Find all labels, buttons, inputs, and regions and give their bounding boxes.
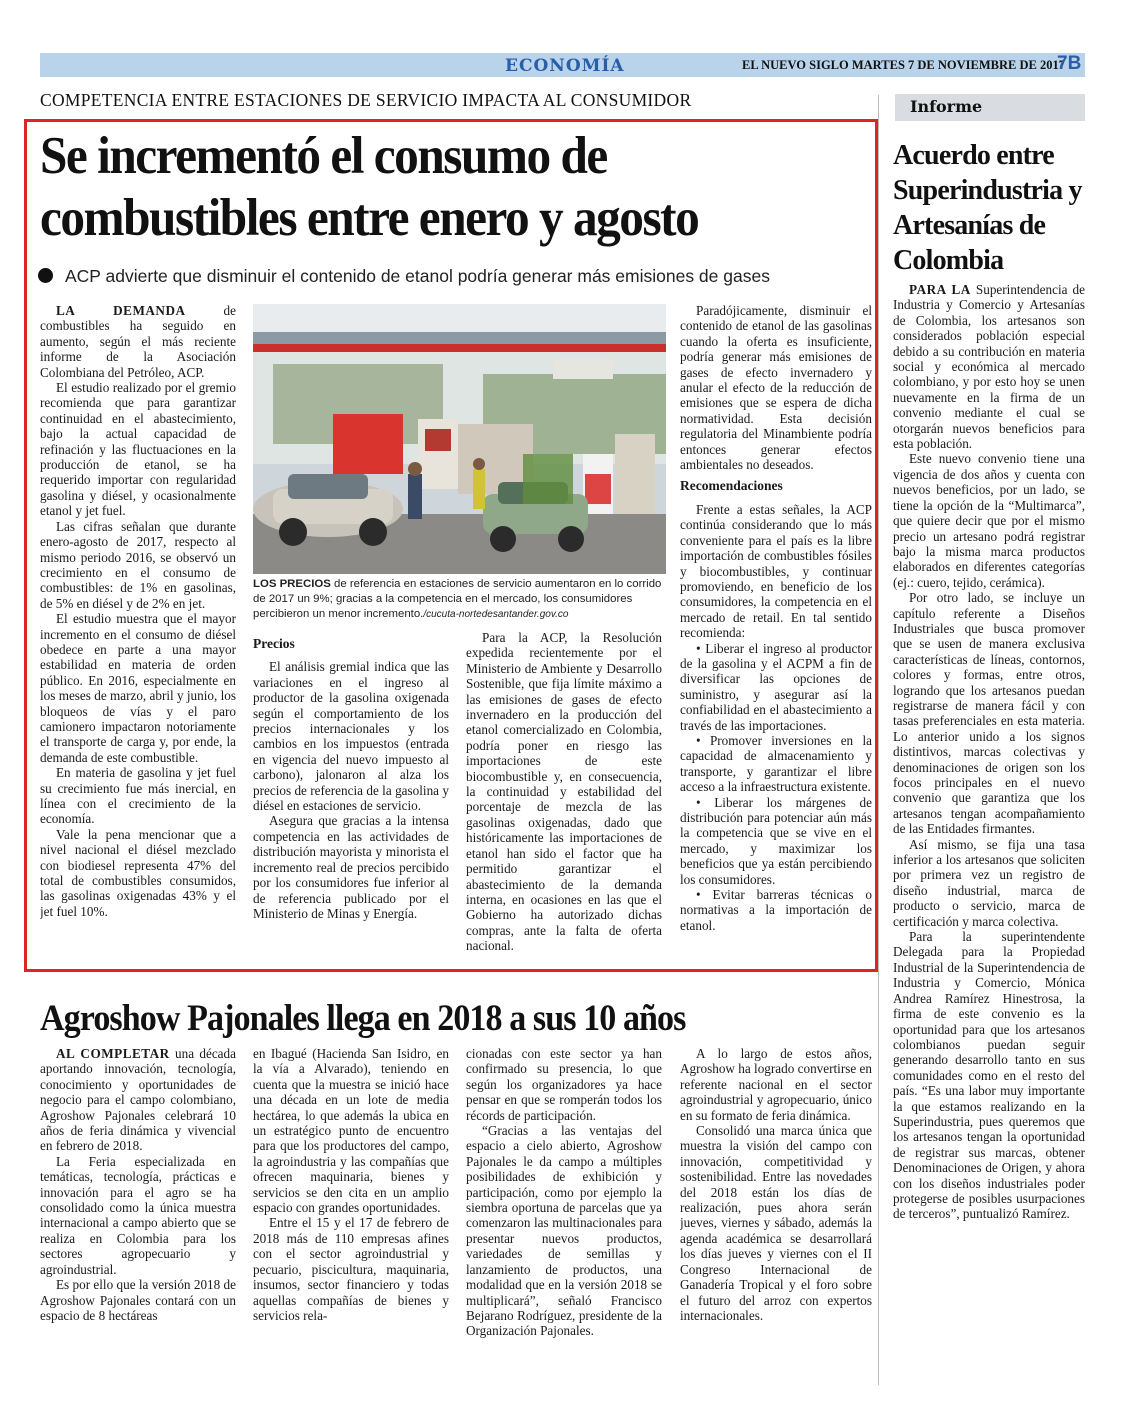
main-column-1: [40, 303, 236, 968]
article-kicker: COMPETENCIA ENTRE ESTACIONES DE SERVICIO IMPACTA AL CONSUMIDOR: [40, 90, 692, 110]
agro-headline: Agroshow Pajonales llega en 2018 a sus 10 años: [40, 998, 686, 1039]
paragraph: En materia de gasolina y jet fuel su crecimiento fue más inercial, en línea con el crecimiento de la economía.: [40, 765, 236, 827]
paragraph: Entre el 15 y el 17 de febrero de 2018 más de 110 empresas afines con el sector agroindustrial y pecuario, piscicultura, maquinaria, insumos, sector financiero y todas aquellas compañías de bienes y servicios rela-: [253, 1215, 449, 1323]
paragraph: Vale la pena mencionar que a nivel nacional el diésel mezclado con biodiesel representa 47% del total de combustibles consumidos, las gasolinas oxigenadas 43% y el jet fuel 10%.: [40, 826, 236, 919]
article-headline: Se incrementó el consumo de combustibles entre enero y agosto: [40, 127, 699, 247]
paragraph: Por otro lado, se incluye un capítulo referente a Diseños Industriales que busca promover que se usen de manera exclusiva características de líneas, contornos, colores y formas, entre otros, logrando que los artesanos puedan registrarse de manera fácil y con tasas preferenciales en esta materia. Lo anterior unido a los signos distintivos, marcas colectivas y denominaciones de origen son los focos principales en el nuevo convenio que garantiza que los artesanos tengan acompañamiento de las Entidades firmantes.: [893, 590, 1085, 837]
photo-caption: [253, 577, 666, 622]
photo-credit: /cucuta-nortedesantander.gov.co: [423, 609, 569, 620]
lead-in: AL COMPLETAR: [56, 1046, 170, 1061]
lead-in: LA DEMANDA: [56, 303, 186, 318]
main-column-3: [466, 630, 662, 968]
section-name: ECONOMÍA: [505, 56, 625, 76]
paragraph: Para la ACP, la Resolución expedida recientemente por el Ministerio de Ambiente y Desarrollo Sostenible, que fija límite máximo a las emisiones de gases de efecto invernadero en la producción del etanol comercializado en Colombia, podría poner en riesgo las importaciones de este biocombustible y, en consecuencia, la continuidad y estabilidad del porcentaje de mezcla de las gasolinas oxigenadas, dado que históricamente las importaciones de etanol han sido el factor que ha permitido garantizar el abastecimiento de la demanda interna, en ocasiones en las que el Gobierno ha autorizado dichas compras, ante la falta de oferta nacional.: [466, 630, 662, 954]
date-line: EL NUEVO SIGLO MARTES 7 DE NOVIEMBRE DE 2017: [742, 58, 1065, 72]
paragraph: El análisis gremial indica que las variaciones en el ingreso al productor de la gasolina oxigenada según el comportamiento de los precios internacionales y los cambios en los impuestos (entrada en vigencia del nuevo impuesto al carbono), jalonaron al alza los precios de referencia de la gasolina y diésel en estaciones de servicio.: [253, 659, 449, 814]
paragraph: Es por ello que la versión 2018 de Agroshow Pajonales contará con un espacio de 8 hectáreas: [40, 1277, 236, 1323]
paragraph: en Ibagué (Hacienda San Isidro, en la vía a Alvarado), teniendo en cuenta que la muestra se inició hace una década en un lote de media hectárea, lo que además la ubica en un estratégico punto de encuentro para que los productores del campo, la agroindustria y las compañías que ofrecen maquinaria, bienes y servicios se den cita en un amplio espacio con grandes oportunidades.: [253, 1046, 449, 1216]
bullet-icon: [38, 268, 53, 283]
paragraph: Este nuevo convenio tiene una vigencia de dos años y cuenta con nuevos beneficios, por un lado, se tiene la opción de la “Multimarca”, que quiere decir que por el mismo precio un artesano podrá registrar bajo la misma marca productos elaborados en diferentes categorías (ej.: cuero, tejido, cerámica).: [893, 451, 1085, 590]
sidebar-label: Informe: [910, 97, 983, 116]
paragraph: Frente a estas señales, la ACP continúa considerando que lo más conveniente para el país es la libre importación de combustibles fósiles y biocombustibles, y continuar promoviendo, en beneficio de los consumidores, la competencia en el mercado de retail. En tal sentido recomienda:: [680, 501, 872, 641]
paragraph: cionadas con este sector ya han confirmado su presencia, lo que según los organizadores ya hace pensar en que se romperán todos los récords de participación.: [466, 1046, 662, 1123]
paragraph: Para la superintendente Delegada para la Propiedad Industrial de la Superintendencia de Industria y Comercio, Mónica Andrea Ramírez Hinestrosa, la firma de este convenio es la oportunidad para que los artesanos colombianos puedan seguir generando desarrollo tanto en sus comunidades como en el resto del país. “Es una labor muy importante la que estamos realizando en la Superindustria, pues queremos que los artesanos tengan la oportunidad de registrar sus marcas, obtener Denominaciones de Origen, y ahora con los diseños industriales poder protegerse de posibles usurpaciones de terceros”, puntualizó Ramírez.: [893, 929, 1085, 1222]
bullet-item: • Liberar los márgenes de distribución para potenciar aún más la competencia que se vive en el mercado, y maximizar los beneficios que ya están percibiendo los consumidores.: [680, 794, 872, 887]
paragraph: A lo largo de estos años, Agroshow ha logrado convertirse en referente nacional en el sector agroindustrial y agropecuario, único en su formato de feria dinámica.: [680, 1046, 872, 1123]
paragraph: [40, 1046, 236, 1154]
lead-in: PARA LA: [909, 282, 971, 297]
bullet-item: • Liberar el ingreso al productor de la gasolina y el ACPM a fin de diversificar las opciones de suministro, y asegurar así la confiabilidad en el abastecimiento a través de las importaciones.: [680, 640, 872, 733]
page-number: 7B: [1057, 53, 1082, 74]
caption-text: de referencia en estaciones de servicio aumentaron en lo corrido de 2017 un 9%; gracias a la competencia en el mercado, los consumidores percibieron un menor incremento.: [253, 578, 662, 620]
paragraph: Así mismo, se fija una tasa inferior a los artesanos que soliciten por primera vez un registro de diseño industrial, marca de producto o servicio, marca de certificación y marca colectiva.: [893, 836, 1085, 929]
subheading-recomendaciones: Recomendaciones: [680, 478, 783, 494]
subhead-text: ACP advierte que disminuir el contenido de etanol podría generar más emisiones de gases: [65, 266, 770, 286]
paragraph: La Feria especializada en temáticas, tecnología, prácticas e innovación para el agro se ha consolidado como la única muestra internacional a campo abierto que se realiza en Colombia para los sectores agropecuario y agroindustrial.: [40, 1153, 236, 1277]
paragraph: Las cifras señalan que durante enero-agosto de 2017, respecto al mismo periodo 2016, se observó un crecimiento en el consumo de combustibles: de 1% en gasolinas, de 5% en diésel y de 2% en jet.: [40, 518, 236, 611]
paragraph-text: una década aportando innovación, tecnología, conocimiento y oportunidades de negocio para el campo colombiano, Agroshow Pajonales celebrará 10 años de feria dinámica y vivencial en febrero de 2018.: [40, 1046, 236, 1154]
column-divider: [878, 95, 879, 1385]
paragraph: “Gracias a las ventajas del espacio a cielo abierto, Agroshow Pajonales le da campo a múltiples posibilidades de exhibición y participación, como por ejemplo la siembra oportuna de parcelas que ya comenzaron las multinacionales para presentar nuevos productos, variedades de semillas y lanzamiento de productos, una modalidad que en la versión 2018 se multiplicará”, señaló Francisco Bejarano Rodríguez, presidente de la Organización Pajonales.: [466, 1123, 662, 1339]
agro-column-4: [680, 1046, 872, 1386]
main-column-4: [680, 303, 872, 968]
paragraph-text: de combustibles ha seguido en aumento, según el más reciente informe de la Asociación Colombiana del Petróleo, ACP.: [40, 303, 236, 380]
agro-column-2: [253, 1046, 449, 1386]
sidebar-column: [893, 282, 1085, 1390]
gas-station-photo: [253, 304, 666, 574]
paragraph: Paradójicamente, disminuir el contenido de etanol de las gasolinas cuando la oferta es insuficiente, podría generar más emisiones de gases de efecto invernadero y anular el efecto de la reducción de emisiones que se espera de dicha normatividad. Esta decisión regulatoria del Minambiente podría entonces generar efectos ambientales no deseados.: [680, 303, 872, 473]
gas-station-illustration: [253, 304, 666, 574]
bullet-item: • Promover inversiones en la capacidad de almacenamiento y transporte, y garantizar el libre acceso a la infraestructura existente.: [680, 732, 872, 795]
main-column-2: [253, 630, 449, 968]
sidebar-headline: Acuerdo entre Superindustria y Artesanías de Colombia: [893, 140, 1082, 276]
subheading-precios: Precios: [253, 636, 295, 651]
paragraph-text: Superintendencia de Industria y Comercio y Artesanías de Colombia, los artesanos son considerados población especial debido a su contribución en materia social y económica al mercado colombiano, y por esto hoy se unen nuevamente en la firma de un convenio mediante el cual se otorgarán nuevos beneficios para esta población.: [893, 282, 1085, 452]
paragraph: Asegura que gracias a la intensa competencia en las actividades de distribución mayorista y minorista el incremento real de precios percibido por los consumidores fue inferior al de referencia publicado por el Ministerio de Minas y Energía.: [253, 813, 449, 921]
paragraph: El estudio muestra que el mayor incremento en el consumo de diésel obedece en parte a una mayor estabilidad en materia de orden público. En 2016, especialmente en los meses de marzo, abril y junio, los bloqueos de vías y el paro camionero impactaron notoriamente el transporte de carga y, por ende, la demanda de este combustible.: [40, 611, 236, 765]
agro-column-3: [466, 1046, 662, 1386]
article-subhead: [38, 266, 770, 287]
agro-column-1: [40, 1046, 236, 1386]
paragraph: [40, 303, 236, 380]
paragraph: [893, 282, 1085, 451]
bullet-item: • Evitar barreras técnicas o normativas a la importación de etanol.: [680, 887, 872, 933]
paragraph: Consolidó una marca única que muestra la visión del campo con innovación, competitividad y sostenibilidad. Entre las novedades del 2018 están los días de realización, pues ahora serán jueves, viernes y sábado, además la agenda académica se desarrollará los días jueves y viernes con el II Congreso Internacional de Ganadería Tropical y el foro sobre el futuro del arroz con expertos internacionales.: [680, 1123, 872, 1323]
paragraph: El estudio realizado por el gremio recomienda que para garantizar continuidad en el abastecimiento, bajo la actual capacidad de refinación y las fluctuaciones en la producción de etanol, se ha requerido importar con regularidad gasolina y diésel, y ocasionalmente etanol y jet fuel.: [40, 380, 236, 519]
caption-lead: LOS PRECIOS: [253, 578, 331, 590]
